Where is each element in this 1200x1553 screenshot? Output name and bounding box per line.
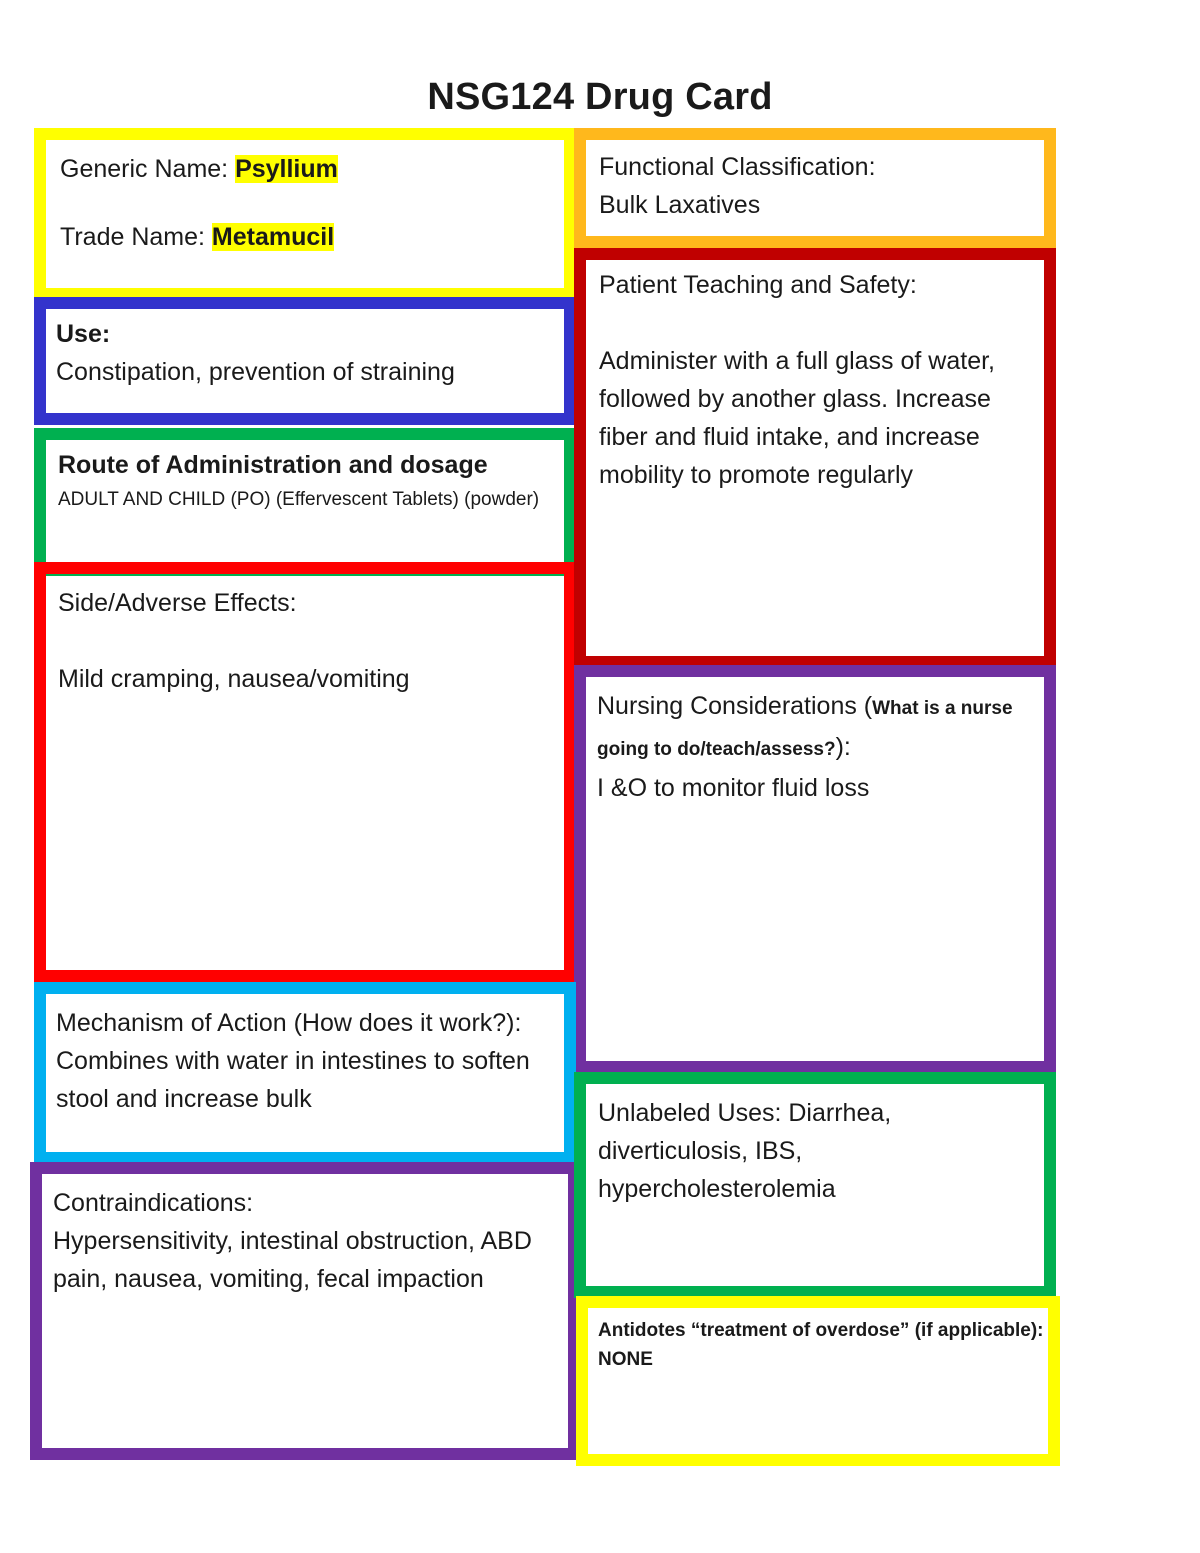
trade-name-value: Metamucil — [211, 223, 335, 251]
route-heading: Route of Administration and dosage — [58, 451, 488, 479]
use-heading: Use: — [56, 320, 111, 348]
nursing-heading-question: What is a nurse going to do/teach/assess? — [597, 698, 1013, 760]
patient-teaching-box — [574, 248, 1056, 668]
use-box — [34, 297, 576, 425]
route-box — [34, 428, 576, 576]
generic-name-line — [60, 150, 564, 188]
mechanism-box — [34, 982, 576, 1164]
side-effects-heading: Side/Adverse Effects: — [58, 589, 297, 617]
contraindications-box — [30, 1162, 580, 1460]
functional-classification-heading: Functional Classification: — [599, 153, 876, 181]
route-value: ADULT AND CHILD (PO) (Effervescent Tablets) (powder) — [58, 489, 540, 510]
unlabeled-uses-box — [574, 1072, 1056, 1298]
trade-name-line — [60, 218, 564, 256]
contraindications-value: Hypersensitivity, intestinal obstruction, ABD pain, nausea, vomiting, fecal impaction — [53, 1227, 532, 1293]
patient-teaching-heading: Patient Teaching and Safety: — [599, 271, 917, 299]
names-box — [34, 128, 576, 300]
antidotes-value: NONE — [598, 1349, 653, 1370]
nursing-considerations-box — [574, 665, 1056, 1073]
generic-name-label: Generic Name: — [60, 155, 236, 183]
page-title: NSG124 Drug Card — [427, 76, 773, 118]
side-effects-value: Mild cramping, nausea/vomiting — [58, 665, 410, 693]
functional-classification-value: Bulk Laxatives — [599, 191, 761, 219]
functional-classification-box — [574, 128, 1056, 248]
trade-name-label: Trade Name: — [60, 223, 212, 251]
mechanism-heading: Mechanism of Action (How does it work?): — [56, 1009, 522, 1037]
antidotes-box — [576, 1296, 1060, 1466]
generic-name-value: Psyllium — [235, 155, 338, 183]
nursing-heading-text: Nursing Considerations ( — [597, 692, 873, 720]
contraindications-heading: Contraindications: — [53, 1189, 254, 1217]
mechanism-value: Combines with water in intestines to soften stool and increase bulk — [56, 1047, 530, 1113]
nursing-value: I &O to monitor fluid loss — [597, 774, 870, 802]
side-effects-box — [34, 562, 576, 982]
nursing-heading-end: ): — [835, 733, 851, 761]
use-value: Constipation, prevention of straining — [56, 358, 455, 386]
antidotes-heading: Antidotes “treatment of overdose” (if applicable): — [598, 1320, 1044, 1341]
unlabeled-uses-text: Unlabeled Uses: Diarrhea, diverticulosis, IBS, hypercholesterolemia — [598, 1099, 892, 1203]
nursing-heading — [597, 687, 1044, 769]
patient-teaching-value: Administer with a full glass of water, followed by another glass. Increase fiber and fluid intake, and increase mobility to promote regularly — [599, 347, 995, 489]
